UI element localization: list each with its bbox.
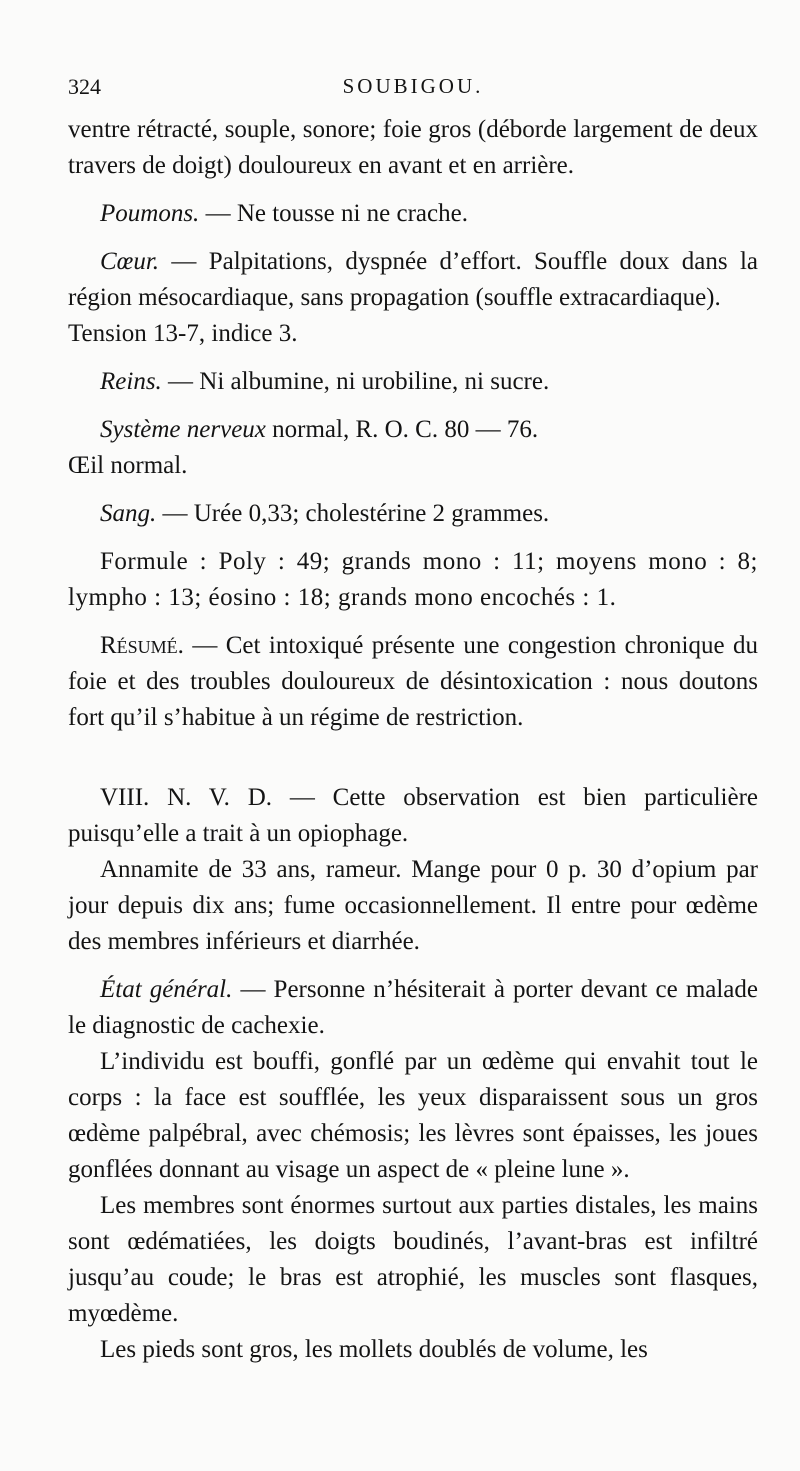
paragraph-text: VIII. N. V. D. — Cette observation est bien particulière puisqu’elle a trait à un opiophage. — [68, 784, 758, 847]
page-header — [68, 74, 758, 104]
paragraph-text: Tension 13-7, indice 3. — [68, 320, 298, 347]
running-head: SOUBIGOU. — [342, 74, 484, 98]
paragraph-text: — Cet intoxiqué présente une congestion chronique du foie et des troubles douloureux de désintoxication : nous doutons fort qu’il s’habitue à un régime de restriction. — [68, 632, 758, 731]
paragraph-text: — Ni albumine, ni urobiline, ni sucre. — [161, 368, 550, 395]
paragraph-text: — Palpitations, dyspnée d’effort. Souffle doux dans la région mésocardiaque, sans propagation (souffle extracardiaque). — [68, 248, 758, 311]
paragraph-text: Formule : Poly : 49; grands mono : 11; moyens mono : 8; lympho : 13; éosino : 18; grands mono encochés : 1. — [68, 548, 758, 611]
paragraph-ventre — [68, 112, 758, 184]
section-label: Sang. — [100, 500, 157, 527]
paragraph-tension — [68, 316, 758, 352]
paragraph-poumons — [68, 196, 758, 232]
paragraph-pieds — [68, 1332, 758, 1368]
paragraph-reins — [68, 364, 758, 400]
section-label: Système nerveux — [100, 416, 266, 443]
paragraph-etat-general — [68, 972, 758, 1044]
paragraph-individu — [68, 1044, 758, 1188]
paragraph-membres — [68, 1188, 758, 1332]
paragraph-text: — Personne n’hésiterait à porter devant ce malade le diagnostic de cachexie. — [68, 976, 758, 1039]
paragraph-text: — Urée 0,33; cholestérine 2 grammes. — [156, 500, 550, 527]
paragraph-systeme-nerveux — [68, 412, 758, 448]
paragraph-formule — [68, 544, 758, 616]
paragraph-coeur — [68, 244, 758, 316]
paragraph-text: ventre rétracté, souple, sonore; foie gros (déborde largement de deux travers de doigt) douloureux en avant et en arrière. — [68, 116, 758, 179]
paragraph-annamite — [68, 852, 758, 960]
paragraph-text: normal, R. O. C. 80 — 76. — [265, 416, 539, 443]
page-body — [68, 112, 758, 1368]
page-number: 324 — [68, 74, 101, 99]
paragraph-sang — [68, 496, 758, 532]
paragraph-text: Annamite de 33 ans, rameur. Mange pour 0 p. 30 d’opium par jour depuis dix ans; fume occasionnellement. Il entre pour œdème des membres inférieurs et diarrhée. — [68, 856, 758, 955]
paragraph-text: Les membres sont énormes surtout aux parties distales, les mains sont œdématiées, les doigts boudinés, l’avant-bras est infiltré jusqu’au coude; le bras est atrophié, les muscles sont flasques, myœdème. — [68, 1192, 758, 1327]
paragraph-text: Œil normal. — [68, 452, 188, 479]
section-label: État général. — [100, 976, 233, 1003]
paragraph-text: L’individu est bouffi, gonflé par un œdème qui envahit tout le corps : la face est soufflée, les yeux disparaissent sous un gros œdème palpébral, avec chémosis; les lèvres sont épaisses, les joues gonflées donnant au visage un aspect de « pleine lune ». — [68, 1048, 758, 1183]
section-label: Reins. — [100, 368, 162, 395]
section-label: Poumons. — [100, 200, 200, 227]
paragraph-text: — Ne tousse ni ne crache. — [199, 200, 468, 227]
paragraph-observation-viii — [68, 780, 758, 852]
paragraph-resume — [68, 628, 758, 736]
section-label: Résumé. — [100, 632, 184, 659]
section-label: Cœur. — [100, 248, 160, 275]
paragraph-text: Les pieds sont gros, les mollets doublés de volume, les — [100, 1336, 648, 1363]
paragraph-oeil — [68, 448, 758, 484]
